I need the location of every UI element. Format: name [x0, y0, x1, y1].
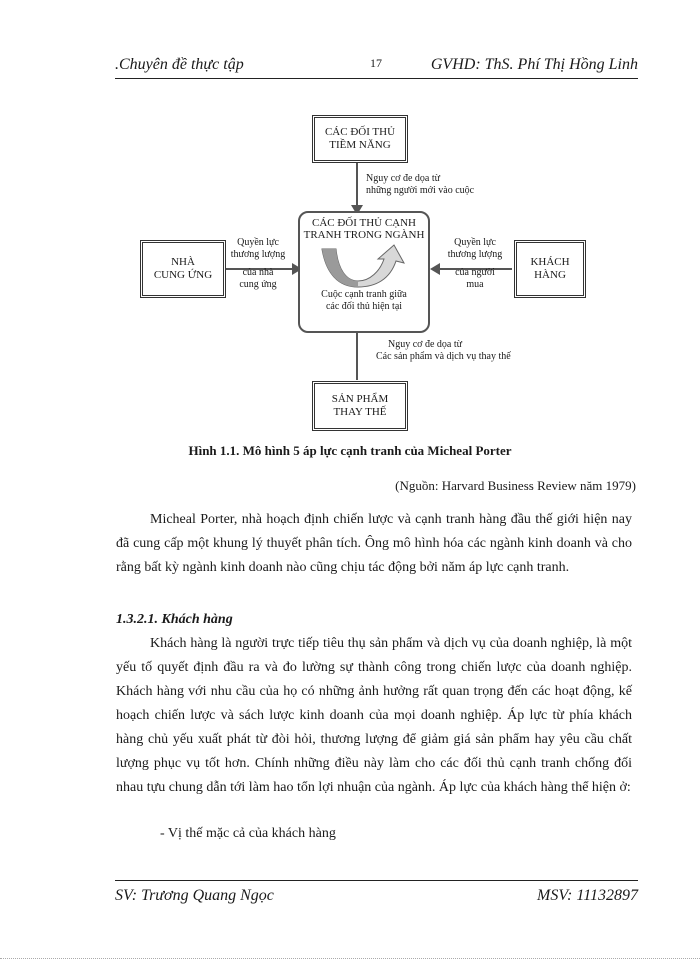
label-right-line4: mua — [466, 279, 484, 290]
paragraph-porter — [116, 508, 632, 580]
arrow-right-head — [430, 263, 440, 275]
box-suppliers — [140, 240, 226, 298]
label-right-line3: của người — [455, 267, 495, 278]
center-title-line2: TRANH TRONG NGÀNH — [303, 229, 425, 241]
label-bottom-line1: Nguy cơ đe dọa từ — [388, 339, 463, 350]
label-right-line1: Quyền lực — [454, 237, 496, 248]
center-sub-line2: các đối thủ hiện tại — [325, 301, 403, 312]
arrow-bottom-shaft — [356, 330, 358, 380]
page-footer — [115, 880, 638, 909]
label-left-line4: cung ứng — [239, 279, 277, 290]
footer-student-id: MSV: 11132897 — [536, 887, 638, 904]
center-sub-line1: Cuộc cạnh tranh giữa — [321, 289, 407, 300]
box-potential-competitors — [312, 115, 408, 163]
box-left-line2: CUNG ỨNG — [153, 269, 213, 281]
footer-student: SV: Trương Quang Ngọc — [115, 887, 274, 904]
header-supervisor: GVHD: ThS. Phí Thị Hồng Linh — [430, 56, 638, 73]
section-heading: 1.3.2.1. Khách hàng — [116, 612, 233, 627]
figure-caption: Hình 1.1. Mô hình 5 áp lực cạnh tranh của Micheal Porter — [188, 443, 512, 458]
label-left-line2: thương lượng — [230, 249, 286, 260]
paragraph-customers-text: Khách hàng là người trực tiếp tiêu thụ sản phẩm và dịch vụ của doanh nghiệp, là một yếu tố quyết định đầu ra và đo lường sự thành công trong chiến lược của doanh nghiệp. Khách hàng với nhu cầu của họ có những ảnh hưởng rất quan trọng đến các hoạt động, kế hoạch chiến lược và sách lược kinh doanh của mọi doanh nghiệp. Áp lực từ phía khách hàng chủ yếu xuất phát từ đòi hỏi, thương lượng để giảm giá sản phẩm hay yêu cầu chất lượng phục vụ tốt hơn. Chính những điều này làm cho các đối thủ cạnh tranh chống đối nhau tựu chung dẫn tới làm hao tổn lợi nhuận của ngành. Áp lực của khách hàng thể hiện ở: — [116, 636, 632, 795]
label-supplier-power — [224, 237, 292, 291]
label-right-line2: thương lượng — [447, 249, 503, 260]
box-top-line1: CÁC ĐỐI THỦ — [324, 126, 396, 138]
page-header — [115, 52, 638, 79]
box-substitutes — [312, 381, 408, 431]
paragraph-porter-text: Micheal Porter, nhà hoạch định chiến lược và cạnh tranh hàng đầu thế giới hiện nay đã cung cấp một khung lý thuyết phân tích. Ông mô hình hóa các ngành kinh doanh và cho rằng bất kỳ ngành kinh doanh nào cũng chịu tác động bởi năm áp lực cạnh tranh. — [116, 512, 632, 575]
header-title: .Chuyên đề thực tập — [115, 56, 244, 73]
box-customers — [514, 240, 586, 298]
rivalry-cycle-icon — [300, 243, 428, 289]
box-bottom-line2: THAY THẾ — [333, 406, 387, 418]
page-number: 17 — [370, 56, 382, 70]
box-top-line2: TIỀM NĂNG — [329, 139, 391, 151]
label-top-line1: Nguy cơ đe dọa từ — [366, 173, 441, 184]
label-new-entrants — [366, 173, 506, 197]
figure-source: (Nguồn: Harvard Business Review năm 1979) — [395, 478, 636, 493]
label-buyer-power — [440, 237, 510, 291]
label-bottom-line2: Các sản phẩm và dịch vụ thay thế — [376, 351, 511, 362]
label-top-line2: những người mới vào cuộc — [366, 185, 475, 196]
center-title-line1: CÁC ĐỐI THỦ CẠNH — [312, 217, 416, 229]
box-left-line1: NHÀ — [171, 256, 195, 268]
label-substitutes-threat — [376, 339, 556, 363]
bullet-item: - Vị thế mặc cả của khách hàng — [160, 826, 336, 841]
box-industry-rivals — [298, 211, 430, 333]
paragraph-customers — [116, 632, 632, 800]
box-right-line1: KHÁCH — [530, 256, 570, 268]
label-left-line3: của nhà — [242, 267, 274, 278]
box-right-line2: HÀNG — [534, 269, 566, 281]
page-break-line — [0, 958, 700, 959]
box-bottom-line1: SẢN PHẨM — [331, 393, 389, 405]
label-left-line1: Quyền lực — [237, 237, 279, 248]
